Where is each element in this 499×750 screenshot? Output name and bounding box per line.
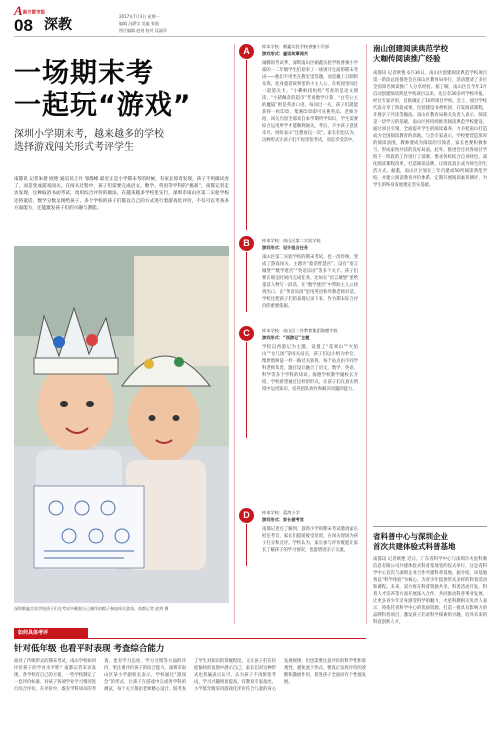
section-b-sample: 样本学校：南山区第二实验学校 — [262, 238, 321, 243]
comment-rule — [14, 638, 366, 639]
paper-logo: A南方都市报 — [14, 3, 46, 18]
section-b-body: 南山区第二实验学校的期末考试，也一改传统，变成了游戏闯关。主题为“童话智慧宫”，设有“语言城堡”“数学迷宫”“英语乐园”等多个关卡。孩子们要在规定时间内完成任务，比如在“语言城堡”里给童话人物写一段话，在“数学迷宫”中帮助主人公找到出口，在“英语乐园”里用英语和外教老师对话。学校还把孩子们的表现记录下来，作为期末综合评价的重要依据。 — [262, 255, 358, 309]
news2-title-line1: 省科普中心与深圳企业 — [373, 532, 448, 541]
section-c-body: 学校以西游记为主题，设置了“花果山”“火焰山”“女儿国”等闯关站点，孩子们以小组为单位，像唐僧师徒一样一路过关斩将。每个站点由不同学科老师负责，题目设计融合了语文、数学、英语、科学等多个学科的知识。海德学校教学副校长介绍，学校希望通过这样的形式，让孩子们在真实情境中运用知识，培养团队协作和解决问题的能力。 — [262, 345, 358, 392]
headline-line1: 一场期末考 — [14, 58, 154, 89]
masthead — [0, 0, 499, 38]
comment-label: 如何具体考评 — [14, 628, 88, 638]
page-number: 08 — [14, 16, 33, 35]
section-b-form: 游戏形式：设计组合任务 — [262, 244, 309, 250]
reviewer-credits: 图片编辑 赵剑 校对 谈淑萍 — [119, 28, 167, 33]
editor-credits: 编辑 冯爵宗 美编 张媛 — [119, 21, 159, 26]
section-b-header — [262, 238, 358, 251]
photo-illustration — [14, 246, 229, 603]
masthead-rule — [14, 36, 486, 37]
section-a-body: 闹腾的考试季，深圳南山区朝鑫实验学校香蜜小学部的一二年级学生们迎来了一场别开生面的期末考试——他们不用坐在教室里答题，而是戴上自制的头饰，化身童话故事里的小主人公，在校园里闯过一道道关卡。“小蝌蚪找妈妈”考查的是语文朗读，“小猪佩奇的超市”考查数学计算，“白雪公主的魔镜”则是英语口语。每闯过一关，孩子们就能获得一枚印章，集满印章即可兑换奖品。老师介绍，闯关内容全部来自本学期所学知识，学生需要综合运用所学才能顺利通关。考后，不少孩子意犹未尽，纷纷表示“还想再玩一次”。家长们也认为，这种形式让孩子们不再害怕考试，而是享受其中。 — [262, 61, 358, 143]
subtitle-line1: 深圳小学期末考，越来越多的学校 — [14, 129, 164, 140]
photo-caption: 深圳朝鑫实验学校孩子们在考试中戴着自己制作的帽子参加闯关游戏。南都记者 赵剑 摄 — [14, 606, 169, 611]
section-badge-b: B — [239, 236, 254, 251]
section-b-rule — [246, 252, 247, 312]
news1-title — [373, 44, 487, 64]
section-badge-c: C — [239, 326, 254, 341]
section-badge-a: A — [239, 44, 254, 59]
headline — [14, 58, 229, 154]
right-column-rule — [373, 526, 487, 527]
section-c-sample: 样本学校：南山区二外教育集团海德学校 — [262, 328, 338, 333]
section-c-rule — [246, 342, 247, 438]
news1-title-line1: 南山创建阅读典范学校 — [373, 44, 448, 53]
news-photo — [14, 246, 229, 603]
news2-title — [373, 532, 487, 552]
paper-name: 南方都市报 — [22, 9, 46, 15]
section-badge-d: D — [239, 508, 254, 523]
section-a-sample: 样本学校：朝鑫实验学校香蜜小学部 — [262, 44, 330, 49]
news2-body: 南都讯 记者欧艳 近日，广东省科学中心与深圳市火星科教信息有限公司共建体验式科普基地签约仪式举行，这是省科学中心首次与深圳企业合作共建科普基地。据介绍，该基地将以“科学体验”为核心，为青少年提供形式多样的科普活动和课程。未来，双方将在科普资源共享、科普活动开发、科普人才培养等方面开展深入合作，共同推动科普事业发展，让更多青少年亲身感受科学的魅力。火星科教相关负责人表示，将依托省科学中心的优质资源，打造一批具有影响力的品牌科普项目，激发孩子们对科学探索的兴趣，培养未来的科技创新人才。 — [373, 557, 487, 625]
section-a-rule — [246, 60, 247, 230]
lead-paragraph: 南都讯 记者朱倩 欧艳 通讯员王丹 邹群峰 最近正是小学期末考的时候，有家长惊奇发现，孩子不用做试卷了，而是变成游戏闯关。在闯关过程中，孩子们需要完成语文、数学、英语等学科的“挑战”，南都记者走访发现，这种取消书面考试，改用综合评价的做法，在越来越多学校里实行，深圳市南山区第二实验学校还将童话、数学分数呈现给孩子，多个学校的孩子们都以自己的方式进行着游戏化评价，不仅可以考查多方面能力，还能激发孩子们的兴趣与潜能。 — [14, 177, 229, 211]
section-c-header — [262, 328, 358, 341]
subtitle-line2: 选择游戏闯关形式考评学生 — [14, 142, 134, 153]
section-d-header — [262, 510, 358, 523]
section-d-sample: 样本学校：荔湾小学 — [262, 510, 300, 515]
section-c-form: 游戏形式：“西游记”主题 — [262, 334, 310, 340]
issue-date: 2017年7月3日 星期一 — [119, 14, 160, 19]
comment-title: 针对低年级 也看平时表现 考查综合能力 — [14, 644, 165, 654]
news1-title-line2: 大咖传阅读推广经验 — [373, 54, 441, 63]
headline-line2: 一起玩“游戏” — [14, 90, 192, 121]
column-divider-2 — [366, 44, 367, 624]
section-a-header — [262, 44, 358, 57]
section-d-body: 南都记者还了解到，荔湾小学的期末考试邀请家长担任考官，家长们提前接受培训，在闯关现场为孩子打分和点评。学校认为，家长参与评价既能让家长了解孩子的学习情况，也能增进亲子交流。 — [262, 527, 358, 553]
section-title: 深教 — [44, 17, 72, 33]
column-divider-1 — [234, 44, 235, 624]
section-d-form: 游戏形式：家长做考官 — [262, 516, 304, 522]
news2-title-line2: 首次共建体验式科普基地 — [373, 542, 456, 551]
comment-body: 面对了传统形式的期末考试，南山学校如何评价孩子的学业水平呢？南都记者采访发现，各学校有自己的方案，一些学校制定了一套评价标准，对孩子各项学业学习情况进行综合评价。在评价中，既有学科知识的考查，也有学习态度、学习习惯等方面的评价，更注重评价孩子的综合能力。深圳市南山区某小学副校长表示，学校通过“游园会”的形式，让孩子在游戏中完成各学科的测试，每个关卡都由老师精心设计，既考查了学生对知识的掌握程度，又让孩子们在轻松愉快的氛围中展示自己。家长们对这种形式也普遍表示认可，认为孩子不再惧怕考试，学习兴趣明显提高。有教育专家指出，小学低年级采用游戏化评价符合儿童的身心发展规律，但也需要注意评价的科学性和客观性，避免流于形式，要真正发挥评价的诊断和激励作用，促进孩子全面而有个性地发展。 — [14, 659, 366, 692]
news1-body: 南都讯 记者欧艳 6月30日，南山区创建阅读典范学校项目第一阶段总结推进会在南山区教育局举行，活动邀请了多位全国知名阅读推广人分享经验。据了解，南山区自今年3月启动创建阅读典范学校项目以来，先后有30多所学校申报，经过专家评审，首批确定了10所项目学校。会上，项目学校代表分享了阶段成果，包括建设书香校园、开发阅读课程、开展亲子共读等做法。南山区教育局相关负责人表示，阅读是一切学习的基础，南山区将持续推进阅读典范学校建设，通过项目引领，全面提升学生的阅读素养，力争把南山打造成为全国阅读教育的高地。与会专家表示，学校要营造浓厚的阅读氛围，教师要成为阅读的引领者，家长也要积极参与，形成家校共读的良好局面。此外，推进会还对各项目学校下一阶段的工作进行了部署，要求各校结合自身特色，深化阅读课程改革，打造阅读品牌，让阅读真正成为师生的生活方式。据悉，南山区计划在三年内建成50所阅读典范学校，并建立阅读教育评价体系，定期开展阅读素养测评，为学生的终身发展奠定坚实基础。 — [373, 71, 487, 188]
section-a-form: 游戏形式：童话故事闯关 — [262, 50, 309, 56]
section-d-rule — [246, 524, 247, 566]
